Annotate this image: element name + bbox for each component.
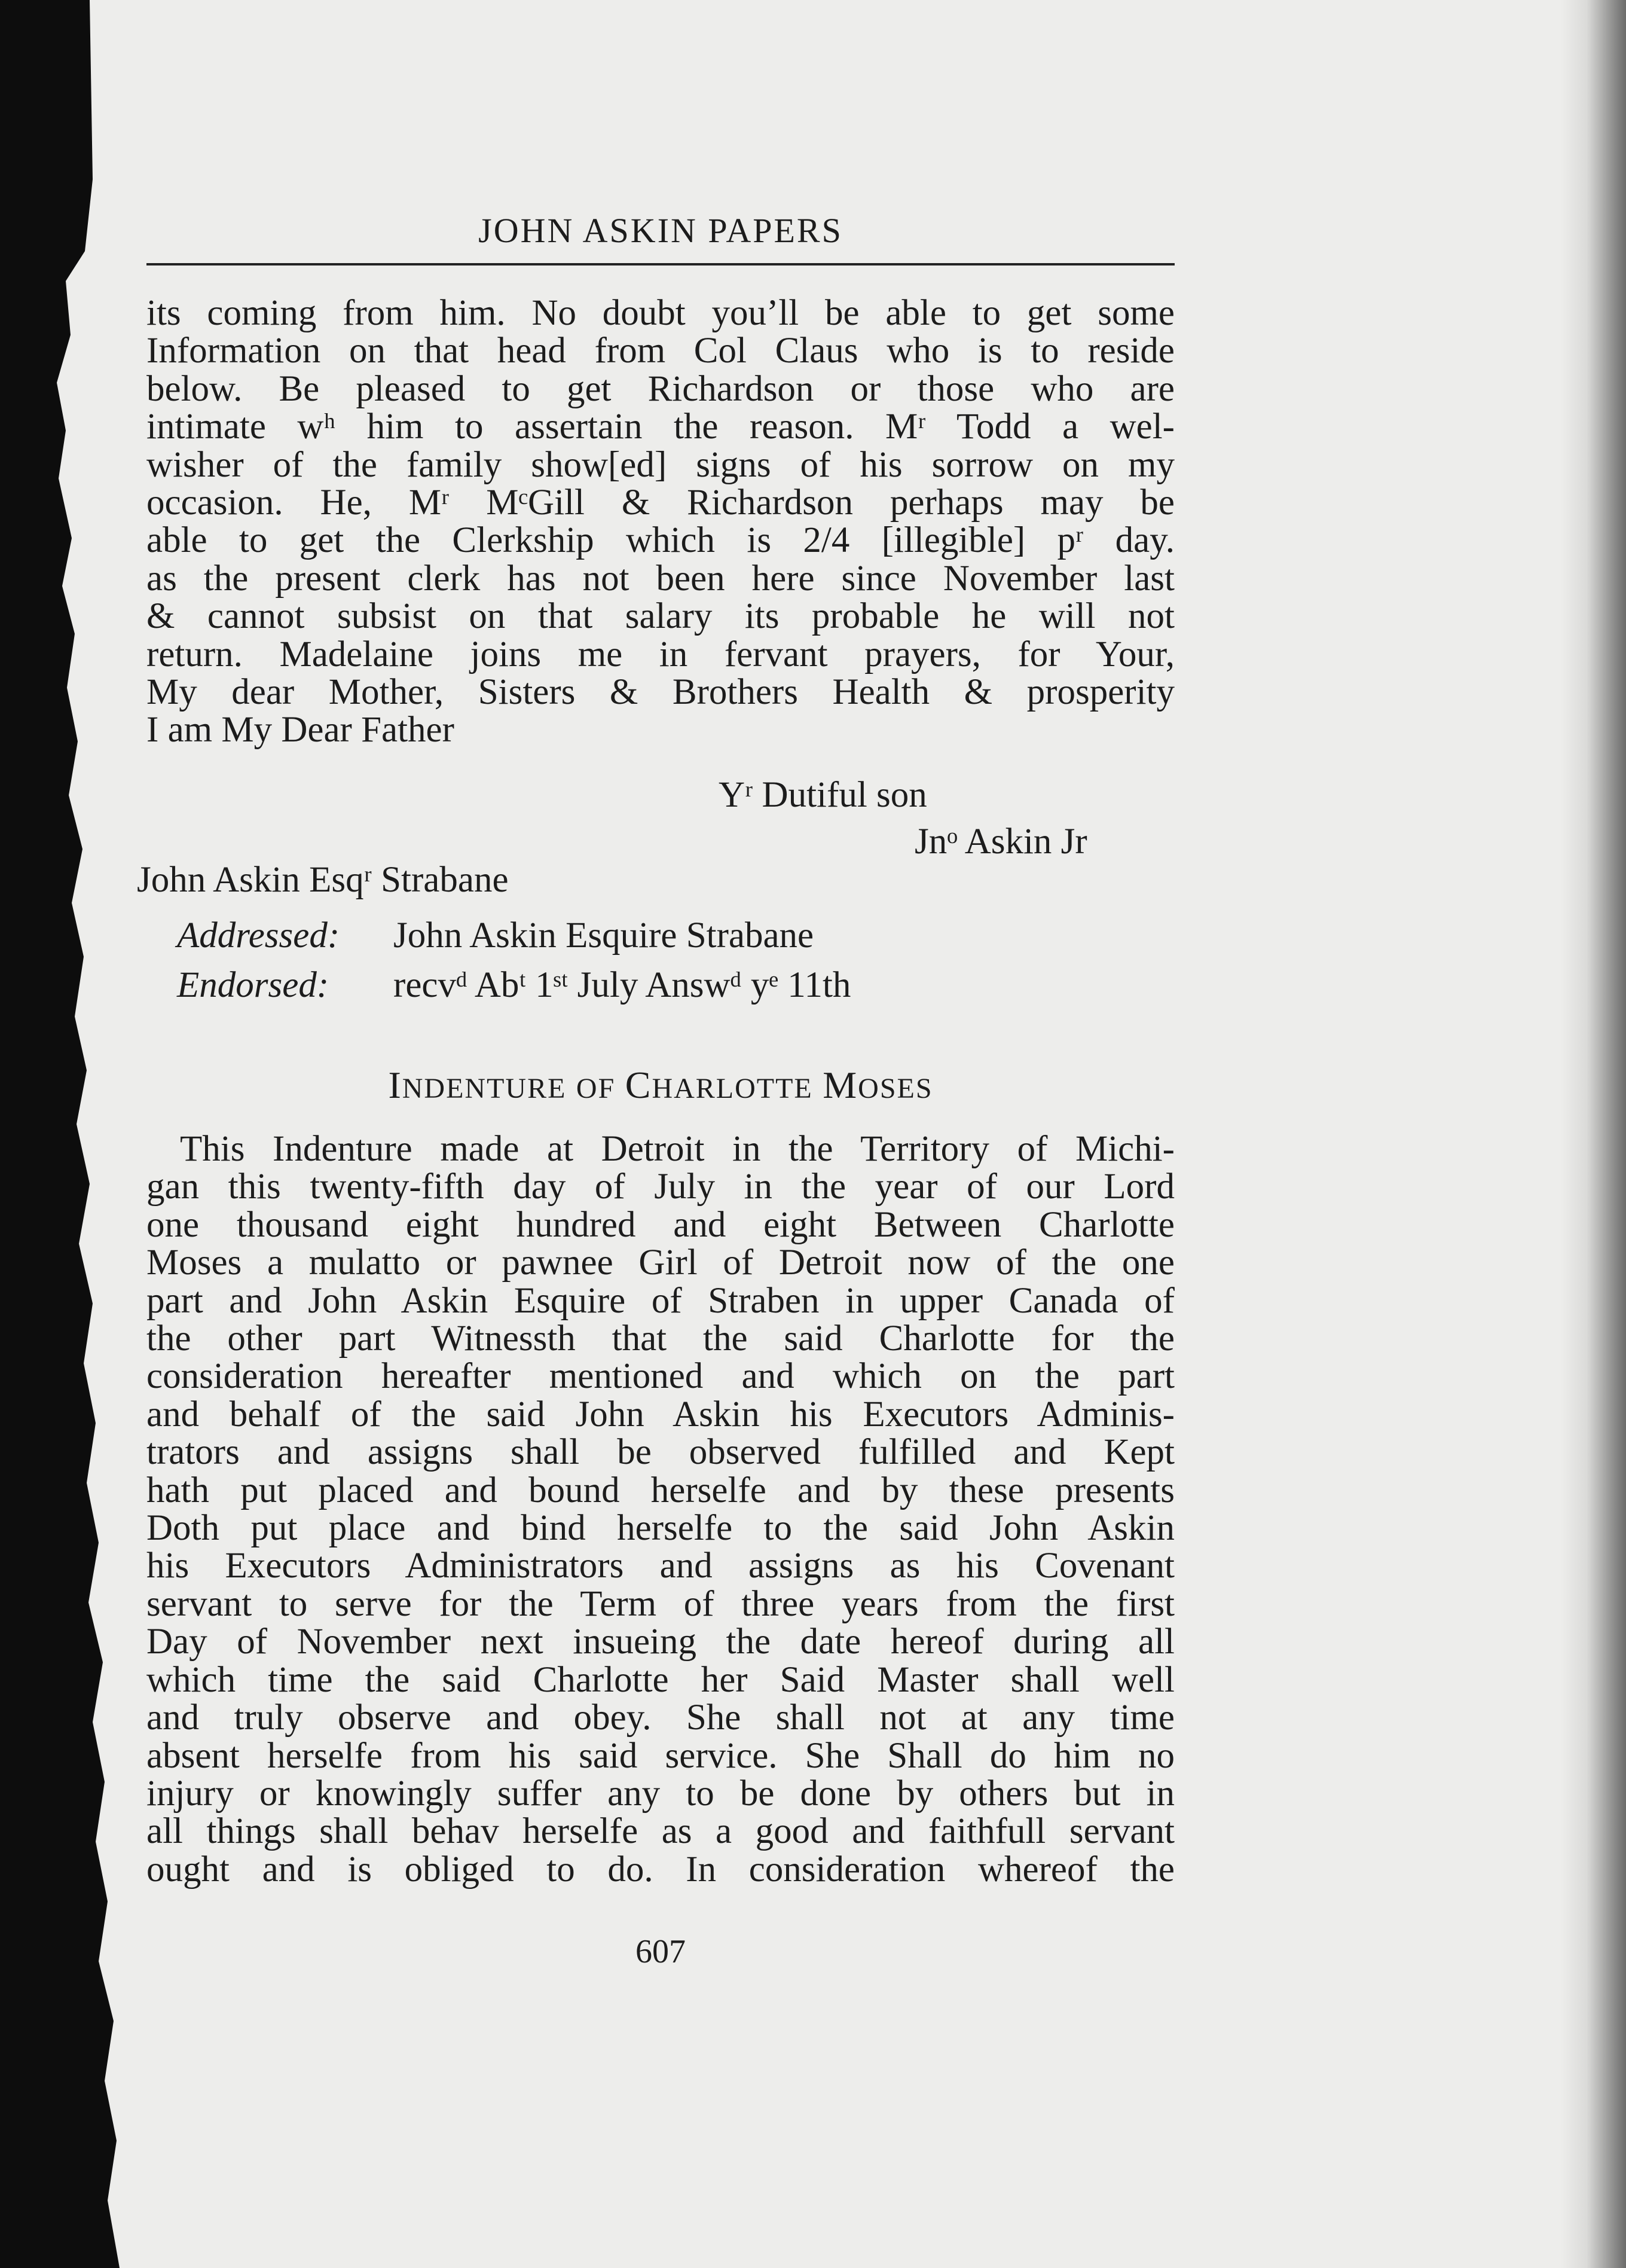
text-line: & cannot subsist on that salary its probable he will not <box>146 596 1175 637</box>
text-line: trators and assigns shall be observed fulfilled and Kept <box>146 1432 1175 1473</box>
text-line: ought and is obliged to do. In consideration whereof the <box>146 1849 1175 1890</box>
endorsed-note <box>177 964 851 1006</box>
text-line: servant to serve for the Term of three years from the first <box>146 1583 1175 1624</box>
page-number: 607 <box>635 1933 686 1970</box>
page-edge-shadow <box>1560 0 1626 2268</box>
section-title <box>146 1063 1175 1107</box>
letter-signature: Jnᵒ Askin Jr <box>915 822 1087 862</box>
text-line: Doth put place and bind herselfe to the said John Askin <box>146 1508 1175 1549</box>
text-line: This Indenture made at Detroit in the Territory of Michi- <box>180 1129 1175 1169</box>
title-initial: I <box>388 1064 402 1106</box>
text-line: the other part Witnessth that the said Charlotte for the <box>146 1318 1175 1359</box>
letter-recipient: John Askin Esqʳ Strabane <box>137 860 509 900</box>
endorsed-label: Endorsed: <box>177 965 329 1005</box>
text-line: intimate wʰ him to assertain the reason. Mʳ Todd a wel- <box>146 407 1175 447</box>
running-head: JOHN ASKIN PAPERS <box>478 211 843 250</box>
text-line: Day of November next insueing the date hereof during all <box>146 1622 1175 1662</box>
title-initial: C <box>625 1064 652 1106</box>
text-line: all things shall behav herselfe as a good and faithfull servant <box>146 1811 1175 1852</box>
text-line: and behalf of the said John Askin his Executors Adminis- <box>146 1394 1175 1434</box>
indenture-body <box>146 1130 1175 1888</box>
text-line: part and John Askin Esquire of Straben in upper Canada of <box>146 1280 1175 1321</box>
text-line: injury or knowingly suffer any to be done by others but in <box>146 1773 1175 1814</box>
addressed-note <box>177 915 814 957</box>
text-line: below. Be pleased to get Richardson or those who are <box>146 368 1175 409</box>
title-word: OSES <box>858 1073 933 1104</box>
text-line: absent herselfe from his said service. She Shall do him no <box>146 1735 1175 1776</box>
text-line: as the present clerk has not been here since November last <box>146 558 1175 599</box>
text-line: I am My Dear Father <box>146 710 454 750</box>
text-line: which time the said Charlotte her Said Master shall well <box>146 1659 1175 1700</box>
title-initial: M <box>823 1064 858 1106</box>
text-line: Information on that head from Col Claus who is to reside <box>146 331 1175 371</box>
text-line: hath put placed and bound herselfe and by these presents <box>146 1470 1175 1510</box>
text-line: My dear Mother, Sisters & Brothers Health & prosperity <box>146 672 1175 713</box>
endorsed-value: recvᵈ Abᵗ 1ˢᵗ July Answᵈ yᵉ 11th <box>393 965 851 1005</box>
title-word: OF <box>576 1073 616 1104</box>
letter-closing: Yʳ Dutiful son <box>719 775 927 815</box>
text-line: able to get the Clerkship which is 2/4 [illegible] pʳ day. <box>146 520 1175 561</box>
text-line: one thousand eight hundred and eight Between Charlotte <box>146 1204 1175 1245</box>
text-line: consideration hereafter mentioned and which on the part <box>146 1356 1175 1397</box>
text-line: Moses a mulatto or pawnee Girl of Detroit now of the one <box>146 1243 1175 1283</box>
text-line: his Executors Administrators and assigns as his Covenant <box>146 1546 1175 1586</box>
addressed-value: John Askin Esquire Strabane <box>393 915 814 956</box>
text-line: its coming from him. No doubt you’ll be able to get some <box>146 293 1175 333</box>
text-line: wisher of the family show[ed] signs of his sorrow on my <box>146 444 1175 485</box>
addressed-label: Addressed: <box>177 915 340 956</box>
text-line: return. Madelaine joins me in fervant prayers, for Your, <box>146 634 1175 674</box>
text-line: and truly observe and obey. She shall not at any time <box>146 1698 1175 1738</box>
text-line: gan this twenty-fifth day of July in the year of our Lord <box>146 1167 1175 1207</box>
title-word: NDENTURE <box>402 1073 567 1104</box>
title-word: HARLOTTE <box>652 1073 813 1104</box>
header-rule <box>146 263 1175 265</box>
letter-body <box>146 294 1175 749</box>
text-line: occasion. He, Mʳ MᶜGill & Richardson perhaps may be <box>146 483 1175 523</box>
torn-page-edge <box>0 0 120 2268</box>
